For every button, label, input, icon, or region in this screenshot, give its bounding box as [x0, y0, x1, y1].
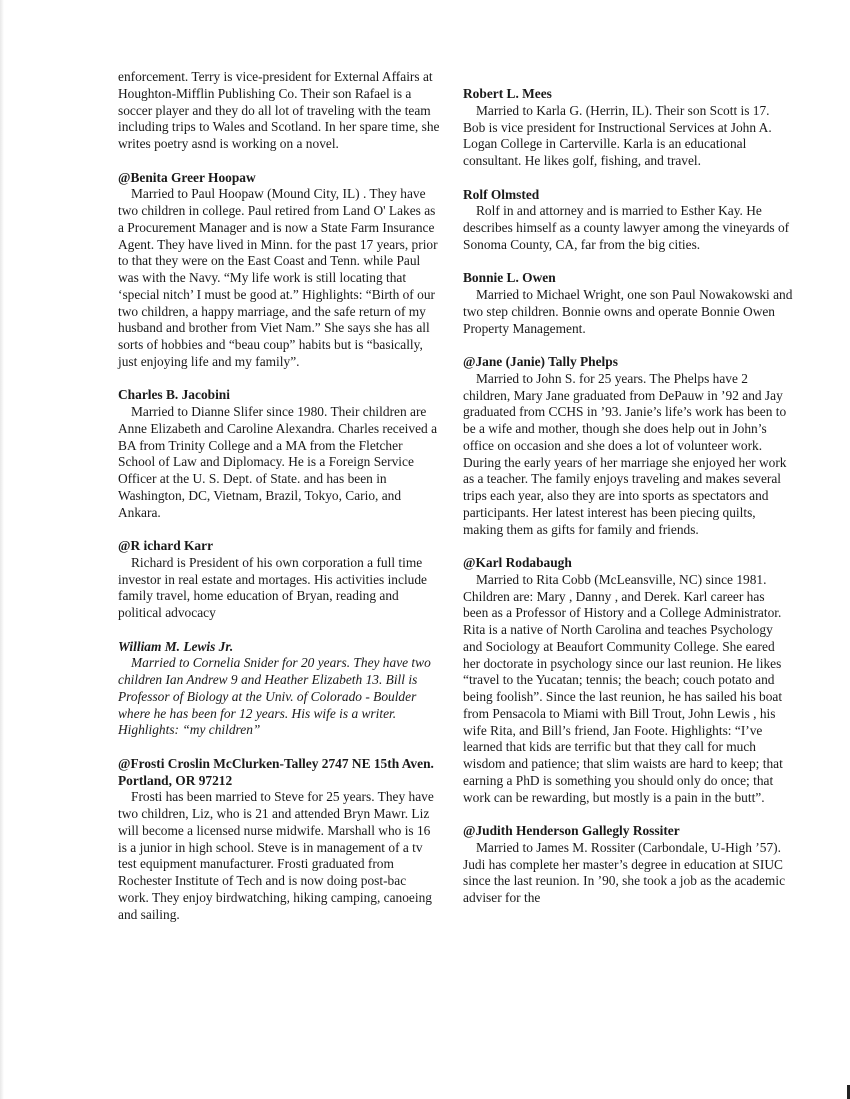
profile-entry-mcclurken-talley [118, 756, 440, 924]
profile-entry-phelps [463, 354, 793, 538]
profile-entry-karr [118, 538, 440, 622]
profile-entry-owen [463, 270, 793, 337]
profile-entry-jacobini [118, 387, 440, 521]
left-column [118, 69, 440, 940]
profile-name: @Jane (Janie) Tally Phelps [463, 354, 618, 369]
profile-name: @Frosti Croslin McClurken-Talley 2747 NE 15th Aven. Portland, OR 97212 [118, 755, 434, 788]
profile-entry-hoopaw [118, 170, 440, 371]
profile-text: Married to Paul Hoopaw (Mound City, IL) . They have two children in college. Paul retired from Land O' Lakes as a Procurement Manager and is now a State Farm Insurance Agent. They have lived in Minn. for the past 17 years, prior to that they were on the East Coast and Tenn. while Paul was with the Navy. “My life work is still locating that ‘special nitch’ I must be good at.” Highlights: “Birth of our two children, a happy marriage, and the safe return of my husband and brother from Viet Nam.” She says she has all sorts of hobbies and “beau coup” habits but is “basically, just enjoying life and my family”. [118, 186, 438, 369]
paragraph-text: enforcement. Terry is vice-president for External Affairs at Houghton-Mifflin Publishing Co. Their son Rafael is a soccer player and they do all lot of traveling with the team including trips to Wales and Scotland. In her spare time, she writes poetry asnd is working on a novel. [118, 69, 440, 151]
profile-name: @Karl Rodabaugh [463, 555, 572, 570]
profile-text: Rolf in and attorney and is married to Esther Kay. He describes himself as a county lawyer among the vineyards of Sonoma County, CA, far from the big cities. [463, 203, 790, 252]
profile-name: @Judith Henderson Gallegly Rossiter [463, 823, 680, 838]
profile-entry-lewis [118, 639, 440, 740]
profile-name: Charles B. Jacobini [118, 387, 230, 403]
profile-text: Married to Rita Cobb (McLeansville, NC) since 1981. Children are: Mary , Danny , and Derek. Karl career has been as a Professor of History and a College Administrator. Rita is a native of North Carolina and teaches Psychology and Sociology at Beaufort Community College. She eared her doctorate in psychology since our last reunion. He likes “travel to the Yucatan; tennis; the beach; couch potato and being foolish”. Since the last reunion, he has sailed his boat from Pensacola to Miami with Bill Trout, John Lewis , his wife Rita, and Bill’s friend, Jan Foote. Highlights: “I’ve learned that kids are terrific but that they call for much wisdom and patience; that slim waists are hard to keep; that earning a PhD is something you should only do once; that work can be rewarding, but mostly is a pain in the butt”. [463, 571, 783, 805]
profile-text: Married to Cornelia Snider for 20 years. They have two children Ian Andrew 9 and Heather Elizabeth 13. Bill is Professor of Biology at the Univ. of Colorado - Boulder where he has been for 12 years. His wife is a writer. Highlights: “my children” [118, 655, 431, 738]
profile-name: Rolf Olmsted [463, 186, 540, 202]
profile-text: Frosti has been married to Steve for 25 years. They have two children, Liz, who is 21 and attended Bryn Mawr. Liz will become a licensed nurse midwife. Marshall who is 16 is a junior in high school. Steve is in management of a tv test equipment manufacturer. Frosti graduated from Rochester Institute of Tech and is now doing post-bac work. They enjoy birdwatching, hiking camping, canoeing and sailing. [118, 789, 434, 922]
right-column [463, 86, 793, 924]
profile-text: Married to Karla G. (Herrin, IL). Their son Scott is 17. Bob is vice president for Instructional Services at John A. Logan College in Carterville. Karla is an educational consultant. He likes golf, fishing, and travel. [463, 102, 772, 168]
profile-name: Robert L. Mees [463, 86, 552, 101]
profile-text: Married to James M. Rossiter (Carbondale, U-High ’57). Judi has complete her master’s degree in education at SIUC since the last reunion. In ’90, she took a job as the academic adviser for the [463, 839, 786, 905]
profile-name: @R ichard Karr [118, 538, 214, 553]
profile-name: Bonnie L. Owen [463, 270, 556, 286]
scan-edge-shadow [0, 0, 4, 1099]
profile-name: William M. Lewis Jr. [118, 638, 234, 654]
profile-text: Richard is President of his own corporation a full time investor in real estate and mortages. His activities include family travel, home education of Bryan, reading and political advocacy [118, 554, 428, 620]
profile-text: Married to John S. for 25 years. The Phelps have 2 children, Mary Jane graduated from DePauw in ’92 and Jay graduated from CCHS in ’93. Janie’s life’s work has been to be a wife and mother, though she does help out in John’s office on occasion and she does a lot of volunteer work. During the early years of her marriage she enjoyed her work as a teacher. The family enjoys traveling and makes several trips each year, also they are into sports as spectators and participants. Her latest interest has been piecing quilts, making them as gifts for family and friends. [463, 370, 787, 537]
profile-text: Married to Michael Wright, one son Paul Nowakowski and two step children. Bonnie owns and operate Bonnie Owen Property Management. [463, 287, 793, 336]
continued-paragraph [118, 69, 440, 153]
profile-entry-rossiter [463, 823, 793, 907]
profile-text: Married to Dianne Slifer since 1980. Their children are Anne Elizabeth and Caroline Alexandra. Charles received a BA from Trinity College and a MA from the Fletcher School of Law and Diplomacy. He is a Foreign Service Officer at the U. S. Dept. of State. and has been in Washington, DC, Vietnam, Brazil, Tokyo, Cario, and Ankara. [118, 404, 438, 520]
profile-entry-mees [463, 86, 793, 170]
profile-name: @Benita Greer Hoopaw [118, 169, 256, 185]
profile-entry-olmsted [463, 187, 793, 254]
profile-entry-rodabaugh [463, 555, 793, 806]
